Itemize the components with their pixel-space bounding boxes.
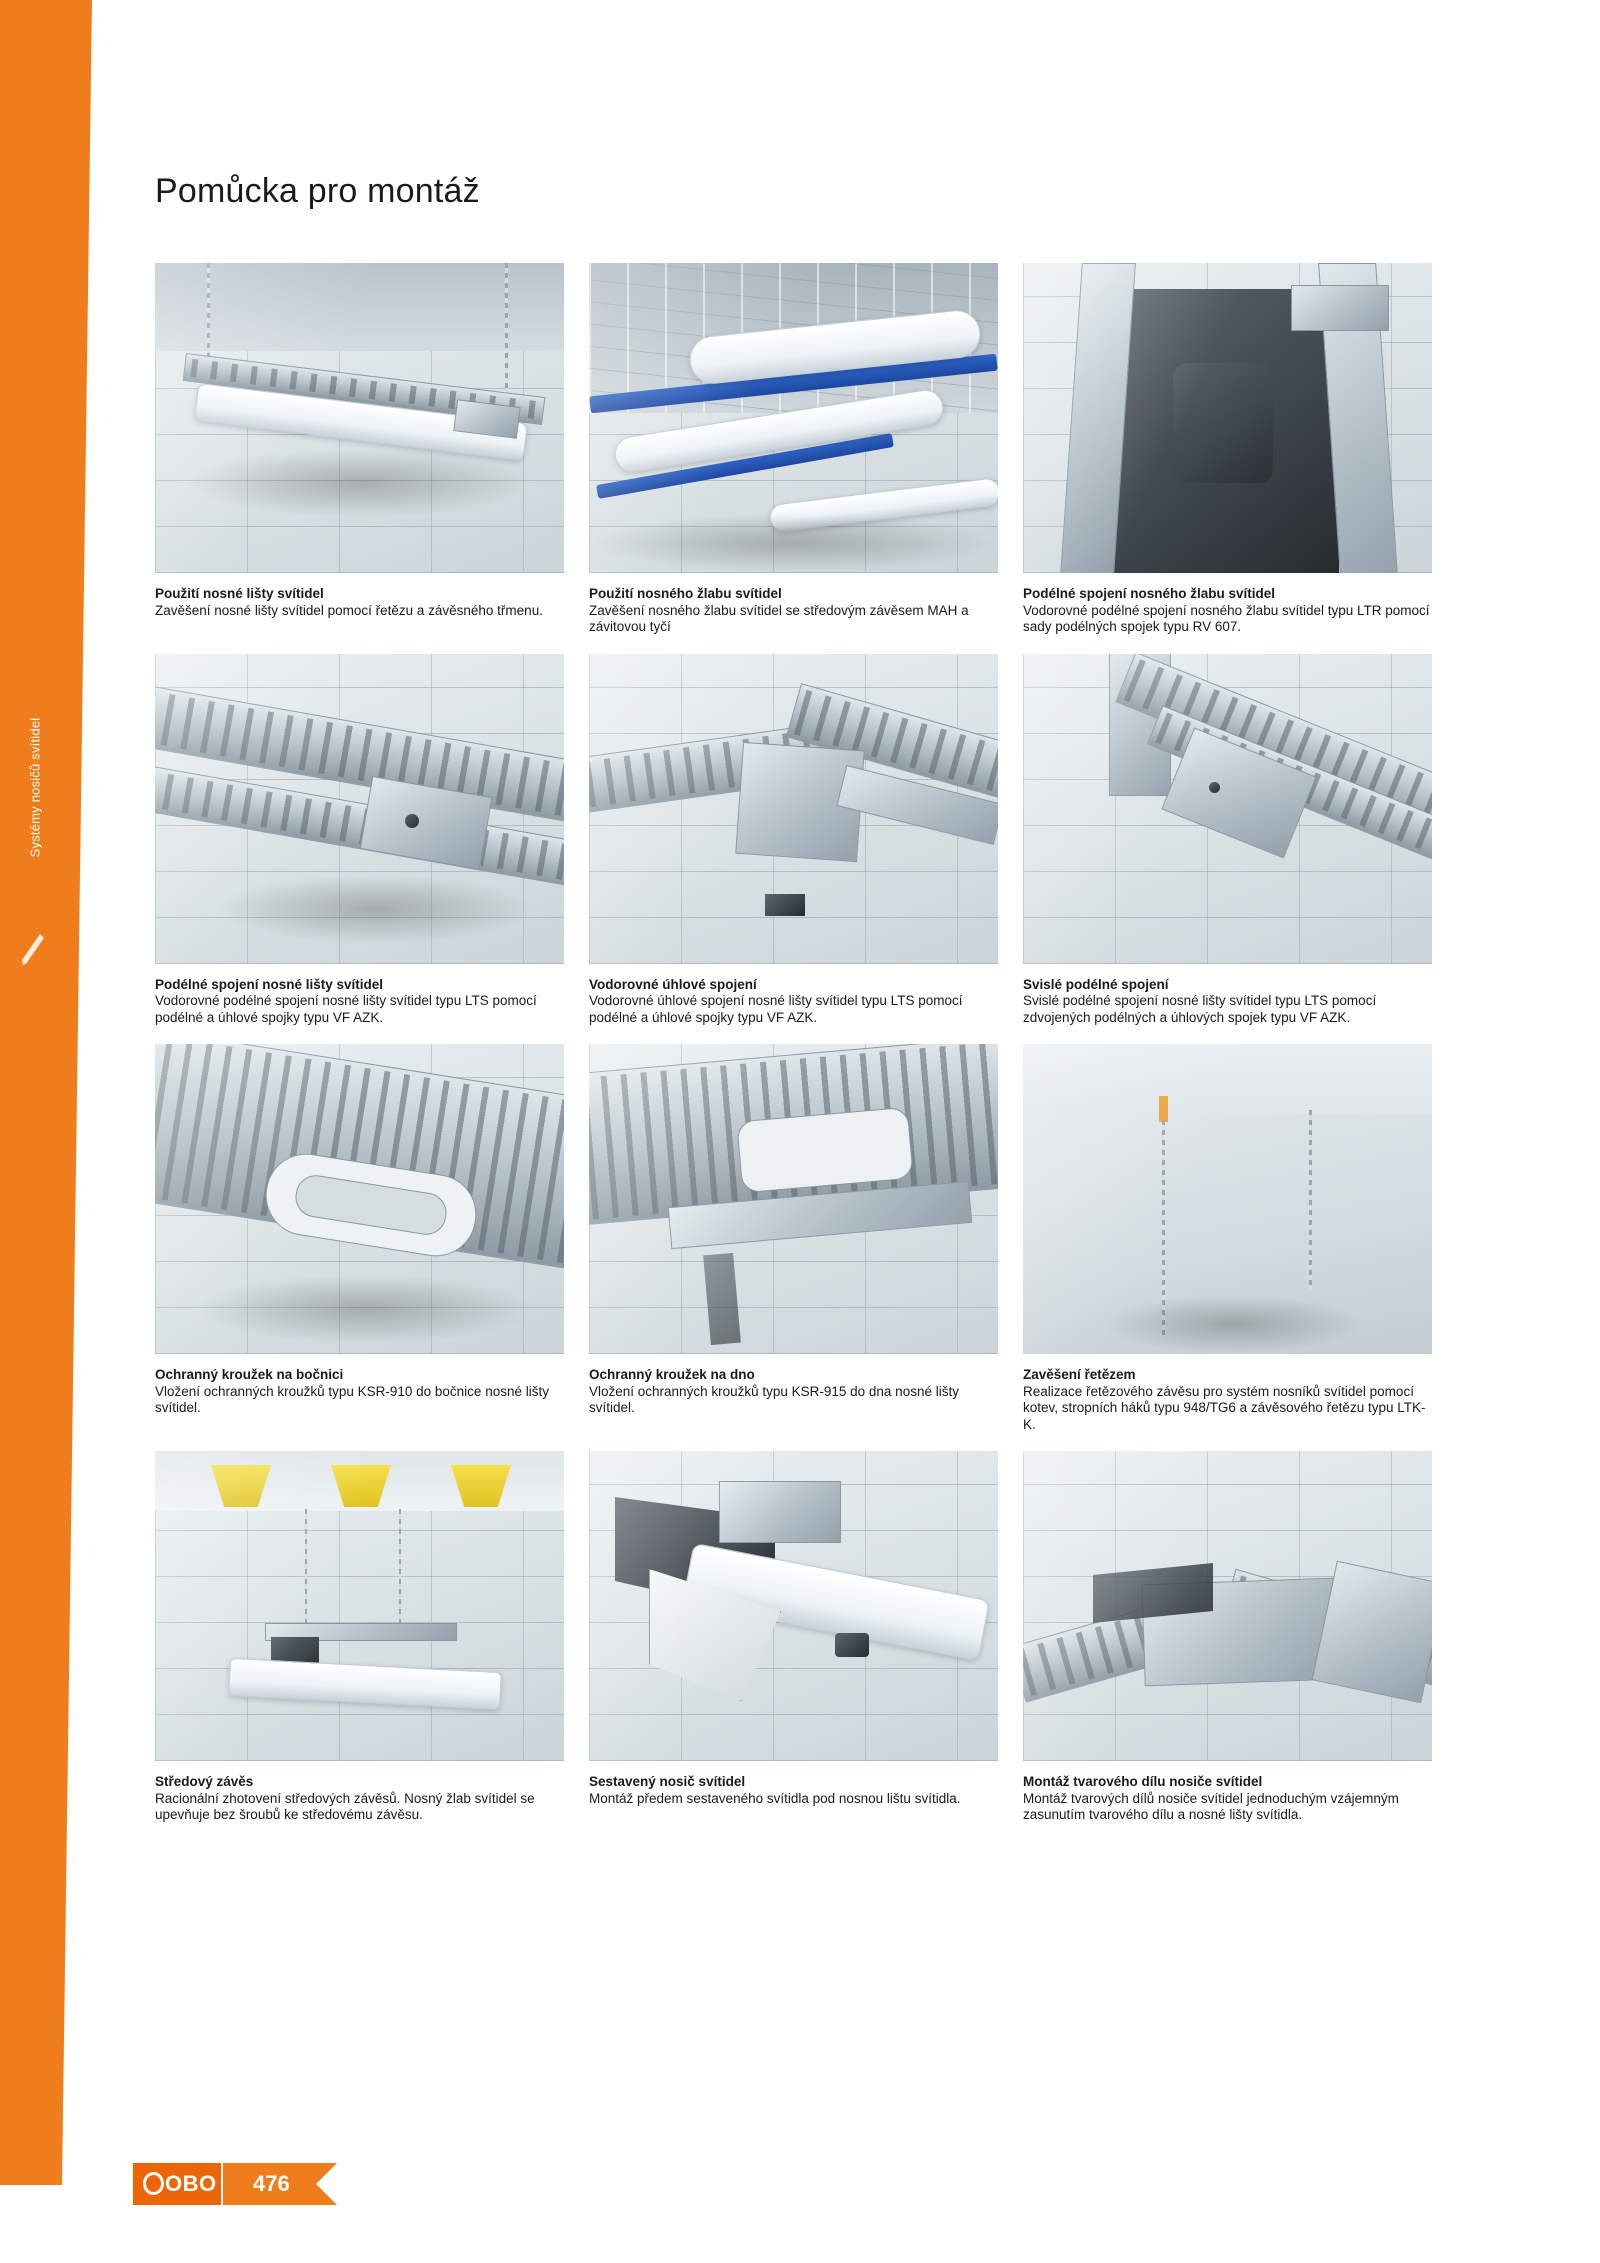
photo-form-part-assembly xyxy=(1023,1451,1432,1761)
caption-title: Ochranný kroužek na bočnici xyxy=(155,1367,344,1382)
photo-protective-ring-side xyxy=(155,1044,564,1354)
caption xyxy=(155,964,564,1027)
grid-cell xyxy=(1023,1451,1432,1824)
grid-row xyxy=(155,654,1433,1027)
grid-cell xyxy=(155,1044,564,1433)
caption-title: Použití nosného žlabu svítidel xyxy=(589,586,782,601)
caption xyxy=(589,573,998,636)
caption-text: Vložení ochranných kroužků typu KSR-915 do dna nosné lišty svítidel. xyxy=(589,1383,959,1415)
caption xyxy=(1023,1354,1432,1433)
photo-chain-suspension xyxy=(1023,1044,1432,1354)
photo-use-of-luminaire-support-rail xyxy=(155,263,564,573)
grid-cell xyxy=(589,654,998,1027)
grid-cell xyxy=(589,1451,998,1824)
caption-title: Montáž tvarového dílu nosiče svítidel xyxy=(1023,1774,1263,1789)
grid-cell xyxy=(1023,654,1432,1027)
caption-title: Použití nosné lišty svítidel xyxy=(155,586,324,601)
grid-cell xyxy=(1023,263,1432,636)
caption-text: Montáž tvarových dílů nosiče svítidel jednoduchým vzájemným zasunutím tvarového dílu a nosné lišty svítidla. xyxy=(1023,1790,1399,1822)
page-number: 476 xyxy=(223,2163,316,2205)
logo-ring-icon xyxy=(143,2172,164,2195)
photo-vertical-longitudinal-connection xyxy=(1023,654,1432,964)
caption xyxy=(589,1354,998,1417)
caption-text: Zavěšení nosného žlabu svítidel se středovým závěsem MAH a závitovou tyčí xyxy=(589,602,969,634)
grid-row xyxy=(155,1044,1433,1433)
grid-row xyxy=(155,1451,1433,1824)
grid-cell xyxy=(155,654,564,1027)
photo-central-suspension xyxy=(155,1451,564,1761)
logo-text: OBO xyxy=(165,2171,217,2196)
side-tab-label: Systémy nosičů svítidel xyxy=(27,717,43,858)
caption-title: Ochranný kroužek na dno xyxy=(589,1367,755,1382)
page-title: Pomůcka pro montáž xyxy=(155,172,480,210)
photo-horizontal-angle-connection xyxy=(589,654,998,964)
section-mark-icon xyxy=(18,930,48,966)
grid-cell xyxy=(589,263,998,636)
caption-text: Zavěšení nosné lišty svítidel pomocí řetězu a závěsného třmenu. xyxy=(155,602,543,618)
page-footer xyxy=(133,2163,316,2205)
caption xyxy=(1023,1761,1432,1824)
caption-text: Realizace řetězového závěsu pro systém nosníků svítidel pomocí kotev, stropních háků typu 948/TG6 a závěsového řetězu typu LTK-K. xyxy=(1023,1383,1426,1432)
caption xyxy=(155,1354,564,1417)
image-grid xyxy=(155,263,1433,1834)
photo-longitudinal-connection-rail xyxy=(155,654,564,964)
photo-use-of-luminaire-support-tray xyxy=(589,263,998,573)
caption xyxy=(155,1761,564,1824)
caption-title: Středový závěs xyxy=(155,1774,254,1789)
caption-text: Vodorovné podélné spojení nosného žlabu svítidel typu LTR pomocí sady podélných spojek typu RV 607. xyxy=(1023,602,1430,634)
caption-title: Zavěšení řetězem xyxy=(1023,1367,1136,1382)
photo-assembled-luminaire-carrier xyxy=(589,1451,998,1761)
caption xyxy=(155,573,564,619)
grid-cell xyxy=(155,1451,564,1824)
caption-title: Podélné spojení nosného žlabu svítidel xyxy=(1023,586,1276,601)
caption-text: Vodorovné podélné spojení nosné lišty svítidel typu LTS pomocí podélné a úhlové spojky typu VF AZK. xyxy=(155,993,537,1025)
side-band-taper xyxy=(62,0,92,2185)
caption-title: Vodorovné úhlové spojení xyxy=(589,976,757,992)
photo-protective-ring-bottom xyxy=(589,1044,998,1354)
caption-title: Podélné spojení nosné lišty svítidel xyxy=(155,976,384,992)
caption-text: Vložení ochranných kroužků typu KSR-910 do bočnice nosné lišty svítidel. xyxy=(155,1383,549,1415)
caption-text: Vodorovné úhlové spojení nosné lišty svítidel typu LTS pomocí podélné a úhlové spojky typu VF AZK. xyxy=(589,993,963,1025)
caption-title: Sestavený nosič svítidel xyxy=(589,1774,746,1789)
grid-cell xyxy=(1023,1044,1432,1433)
caption-text: Svislé podélné spojení nosné lišty svítidel typu LTS pomocí zdvojených podélných a úhlových spojek typu VF AZK. xyxy=(1023,993,1377,1025)
obo-logo xyxy=(133,2163,221,2205)
grid-cell xyxy=(155,263,564,636)
caption xyxy=(589,964,998,1027)
grid-cell xyxy=(589,1044,998,1433)
photo-longitudinal-connection-tray xyxy=(1023,263,1432,573)
caption-text: Montáž předem sestaveného svítidla pod nosnou lištu svítidla. xyxy=(589,1790,961,1806)
side-band xyxy=(0,0,62,2185)
grid-row xyxy=(155,263,1433,636)
caption xyxy=(589,1761,998,1807)
caption xyxy=(1023,964,1432,1027)
caption xyxy=(1023,573,1432,636)
caption-title: Svislé podélné spojení xyxy=(1023,976,1169,992)
caption-text: Racionální zhotovení středových závěsů. Nosný žlab svítidel se upevňuje bez šroubů ke středovému závěsu. xyxy=(155,1790,535,1822)
